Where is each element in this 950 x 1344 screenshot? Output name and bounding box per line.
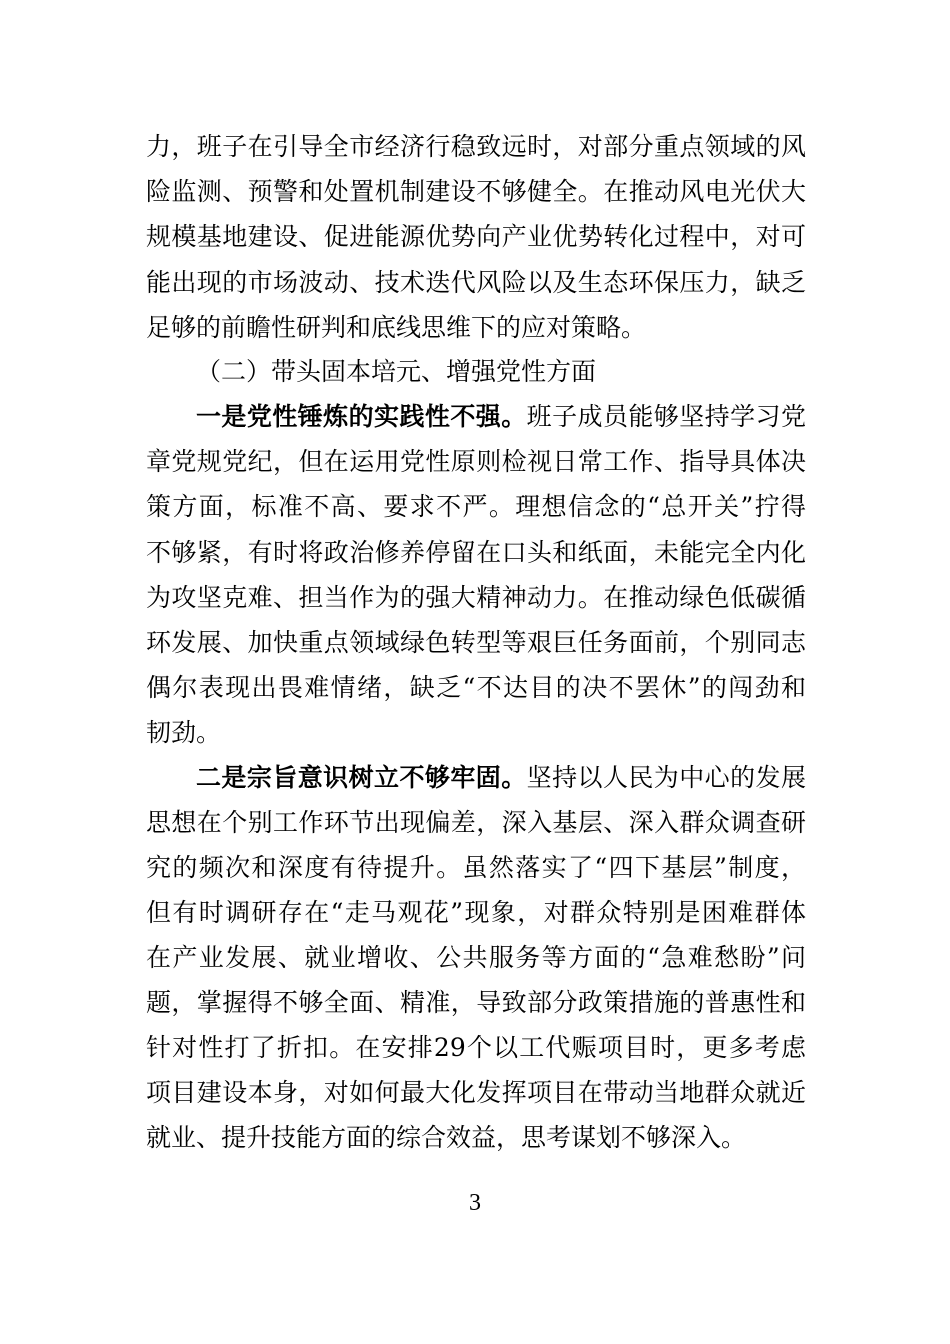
text-line: 韧劲。 <box>146 718 222 747</box>
paragraph-lead-bold: 二是宗旨意识树立不够牢固。 <box>196 763 527 792</box>
text-line: 就业、提升技能方面的综合效益，思考谋划不够深入。 <box>146 1123 747 1152</box>
text-line: 足够的前瞻性研判和底线思维下的应对策略。 <box>146 313 647 342</box>
section-heading: （二）带头固本培元、增强党性方面 <box>196 357 597 386</box>
text-line: 但有时调研存在“走马观花”现象，对群众特别是困难群体 <box>146 898 806 927</box>
text-line: 为攻坚克难、担当作为的强大精神动力。在推动绿色低碳循 <box>146 583 806 612</box>
text-line: 环发展、加快重点领域绿色转型等艰巨任务面前，个别同志 <box>146 628 806 657</box>
text-line: 在产业发展、就业增收、公共服务等方面的“急难愁盼”问 <box>146 943 806 972</box>
text-line: 力，班子在引导全市经济行稳致远时，对部分重点领域的风 <box>146 132 806 161</box>
text-line: 策方面，标准不高、要求不严。理想信念的“总开关”拧得 <box>146 492 806 521</box>
text-line: 能出现的市场波动、技术迭代风险以及生态环保压力，缺乏 <box>146 268 806 297</box>
text-line: 究的频次和深度有待提升。虽然落实了“四下基层”制度， <box>146 853 806 882</box>
text-line: 险监测、预警和处置机制建设不够健全。在推动风电光伏大 <box>146 177 806 206</box>
text-line: 规模基地建设、促进能源优势向产业优势转化过程中，对可 <box>146 222 806 251</box>
paragraph-lead-bold: 一是党性锤炼的实践性不强。 <box>196 402 527 431</box>
text-line: 题，掌握得不够全面、精准，导致部分政策措施的普惠性和 <box>146 988 806 1017</box>
text-line: 章党规党纪，但在运用党性原则检视日常工作、指导具体决 <box>146 447 806 476</box>
paragraph-lead-text: 班子成员能够坚持学习党 <box>526 402 806 431</box>
text-line: 项目建设本身，对如何最大化发挥项目在带动当地群众就近 <box>146 1078 806 1107</box>
paragraph-first-line <box>196 763 806 793</box>
text-line: 不够紧，有时将政治修养停留在口头和纸面，未能完全内化 <box>146 538 806 567</box>
paragraph-lead-text: 坚持以人民为中心的发展 <box>526 763 806 792</box>
page-number: 3 <box>469 1190 481 1216</box>
text-line: 针对性打了折扣。在安排29个以工代赈项目时，更多考虑 <box>146 1033 806 1062</box>
paragraph-first-line <box>196 402 806 432</box>
text-line: 偶尔表现出畏难情绪，缺乏“不达目的决不罢休”的闯劲和 <box>146 673 806 702</box>
text-line: 思想在个别工作环节出现偏差，深入基层、深入群众调查研 <box>146 808 806 837</box>
